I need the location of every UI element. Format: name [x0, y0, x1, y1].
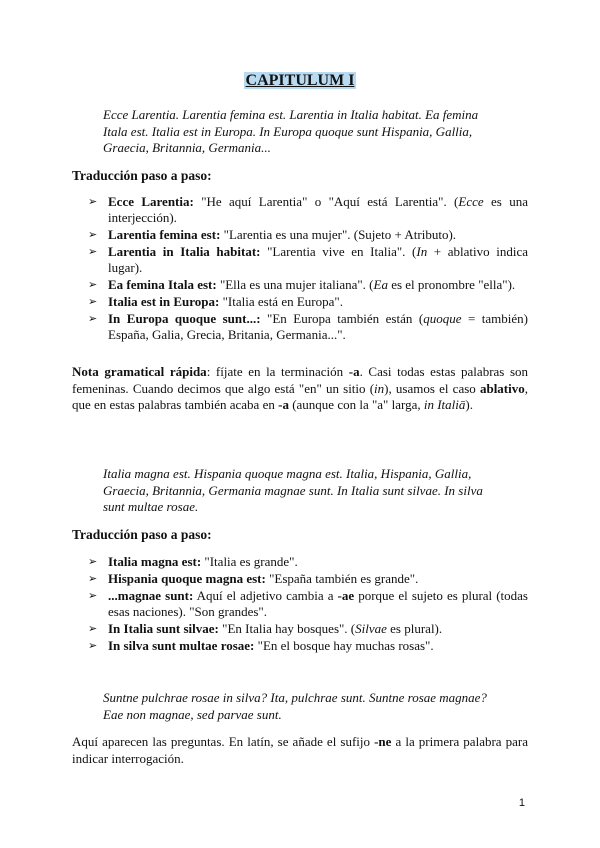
list-item: ➢ Ecce Larentia: "He aquí Larentia" o "Aquí está Larentia". (Ecce es una interjección).	[88, 194, 528, 225]
list-item: ➢ Italia est in Europa: "Italia está en Europa".	[88, 294, 343, 309]
translation-list-1	[88, 194, 528, 344]
bullet-arrow-icon: ➢	[88, 589, 98, 602]
list-item: ➢ Larentia femina est: "Larentia es una mujer". (Sujeto + Atributo).	[88, 227, 457, 242]
list-item: ➢ Ea femina Itala est: "Ella es una mujer italiana". (Ea es el pronombre "ella").	[88, 277, 516, 292]
page-number: 1	[518, 797, 525, 809]
section-heading-2: Traducción paso a paso:	[72, 527, 212, 542]
bullet-arrow-icon: ➢	[88, 639, 98, 652]
bullet-arrow-icon: ➢	[88, 195, 98, 208]
page-title: CAPITULUM I	[245, 72, 355, 89]
list-item: ➢ Larentia in Italia habitat: "Larentia vive en Italia". (In + ablativo indica lugar).	[88, 244, 528, 275]
bullet-arrow-icon: ➢	[88, 245, 98, 258]
bullet-arrow-icon: ➢	[88, 228, 98, 241]
list-item: ➢ In silva sunt multae rosae: "En el bosque hay muchas rosas".	[88, 638, 434, 653]
bullet-arrow-icon: ➢	[88, 572, 98, 585]
latin-text-2: Italia magna est. Hispania quoque magna est. Italia, Hispania, Gallia, Graecia, Britannia, Germania magnae sunt. In Italia sunt silvae. In silva sunt multae rosae.	[103, 466, 483, 514]
grammar-note: Nota gramatical rápida: fíjate en la terminación -a. Casi todas estas palabras son femeninas. Cuando decimos que algo está "en" un sitio (in), usamos el caso ablativo, que en estas palabras también acaba en -a (aunque con la "a" larga, in Italiā).	[72, 364, 529, 412]
latin-text-3: Suntne pulchrae rosae in silva? Ita, pulchrae sunt. Suntne rosae magnae? Eae non magnae, sed parvae sunt.	[103, 690, 487, 722]
translation-list-2	[88, 554, 528, 655]
bullet-arrow-icon: ➢	[88, 622, 98, 635]
bullet-arrow-icon: ➢	[88, 312, 98, 325]
list-item: ➢ Hispania quoque magna est: "España también es grande".	[88, 571, 419, 586]
list-item: ➢ ...magnae sunt: Aquí el adjetivo cambia a -ae porque el sujeto es plural (todas esas naciones). "Son grandes".	[88, 588, 528, 619]
list-item: ➢ In Italia sunt silvae: "En Italia hay bosques". (Silvae es plural).	[88, 621, 443, 636]
section-heading-1: Traducción paso a paso:	[72, 168, 212, 183]
final-paragraph: Aquí aparecen las preguntas. En latín, se añade el sufijo -ne a la primera palabra para indicar interrogación.	[72, 734, 529, 766]
latin-text-1: Ecce Larentia. Larentia femina est. Larentia in Italia habitat. Ea femina Itala est. Italia est in Europa. In Europa quoque sunt Hispania, Gallia, Graecia, Britannia, Germania...	[103, 107, 479, 155]
list-item: ➢ Italia magna est: "Italia es grande".	[88, 554, 298, 569]
bullet-arrow-icon: ➢	[88, 278, 98, 291]
list-item: ➢ In Europa quoque sunt...: "En Europa también están (quoque = también) España, Galia, Grecia, Britania, Germania...".	[88, 311, 528, 342]
bullet-arrow-icon: ➢	[88, 555, 98, 568]
bullet-arrow-icon: ➢	[88, 295, 98, 308]
